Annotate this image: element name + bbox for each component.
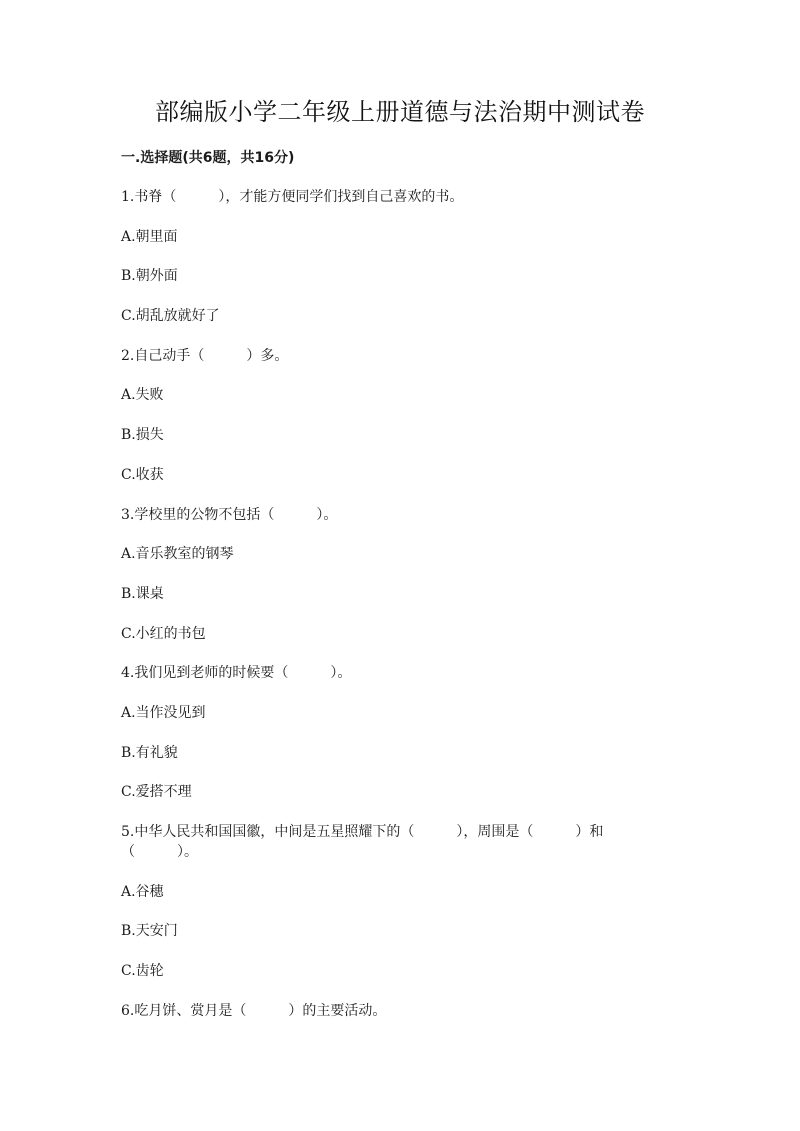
- question-stem: 1.书脊（ ），才能方便同学们找到自己喜欢的书。: [121, 189, 464, 205]
- option-b: B.有礼貌: [121, 744, 178, 761]
- question-stem: 6.吃月饼、赏月是（ ）的主要活动。: [121, 1002, 387, 1019]
- option-c: C.胡乱放就好了: [121, 308, 220, 325]
- question-stem: 4.我们见到老师的时候要（ ）。: [121, 665, 352, 682]
- option-b: B.损失: [121, 427, 164, 444]
- section-heading: 一.选择题(共6题，共16分): [121, 150, 295, 166]
- option-a: A.音乐教室的钢琴: [121, 546, 234, 563]
- option-c: C.收获: [121, 466, 164, 483]
- question-stem: 2.自己动手（ ）多。: [121, 347, 289, 364]
- option-c: C.小红的书包: [121, 625, 206, 642]
- option-b: B.天安门: [121, 923, 178, 940]
- page-title: 部编版小学二年级上册道德与法治期中测试卷: [155, 98, 645, 126]
- option-a: A.朝里面: [121, 228, 178, 245]
- question-list: [121, 187, 681, 1021]
- option-a: A.谷穗: [121, 883, 164, 900]
- question-stem: 3.学校里的公物不包括（ ）。: [121, 506, 338, 523]
- option-a: A.失败: [121, 387, 164, 404]
- option-b: B.朝外面: [121, 268, 178, 285]
- option-a: A.当作没见到: [121, 704, 206, 721]
- question-stem: 5.中华人民共和国国徽，中间是五星照耀下的（ ），周围是（ ）和（ ）。: [121, 824, 604, 860]
- option-c: C.齿轮: [121, 963, 164, 980]
- option-c: C.爱搭不理: [121, 784, 192, 801]
- option-b: B.课桌: [121, 585, 164, 602]
